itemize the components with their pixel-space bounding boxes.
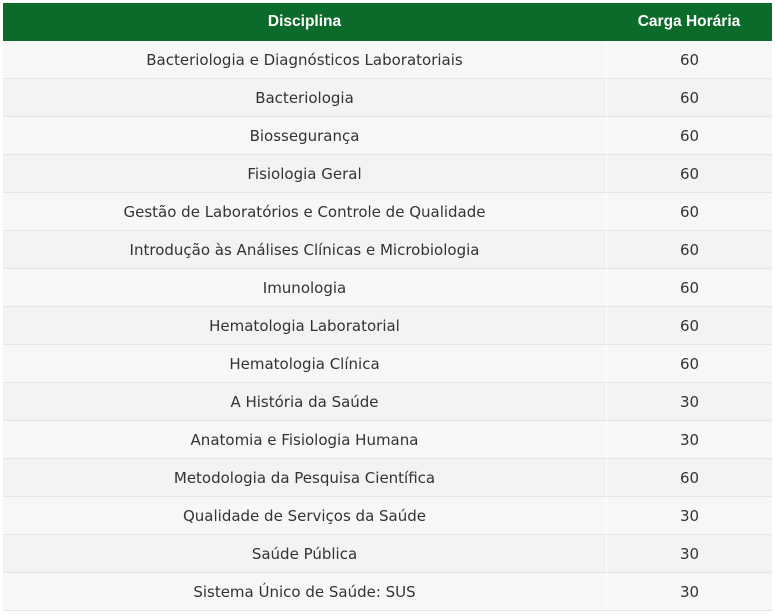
- header-carga-horaria: Carga Horária: [606, 3, 772, 41]
- table-row: [3, 231, 772, 269]
- table-row: [3, 269, 772, 307]
- cell-disciplina: Sistema Único de Saúde: SUS: [3, 573, 606, 611]
- cell-disciplina: Hematologia Clínica: [3, 345, 606, 383]
- cell-disciplina: Gestão de Laboratórios e Controle de Qualidade: [3, 193, 606, 231]
- cell-disciplina: Qualidade de Serviços da Saúde: [3, 497, 606, 535]
- cell-carga-horaria: 60: [606, 193, 772, 231]
- cell-disciplina: Biossegurança: [3, 117, 606, 155]
- cell-disciplina: Anatomia e Fisiologia Humana: [3, 421, 606, 459]
- table-row: [3, 345, 772, 383]
- cell-disciplina: Bacteriologia e Diagnósticos Laboratoriais: [3, 41, 606, 79]
- table-row: [3, 117, 772, 155]
- cell-carga-horaria: 30: [606, 573, 772, 611]
- table-header: [3, 3, 772, 41]
- cell-disciplina: Introdução às Análises Clínicas e Microbiologia: [3, 231, 606, 269]
- cell-carga-horaria: 60: [606, 459, 772, 497]
- table-row: [3, 497, 772, 535]
- cell-carga-horaria: 60: [606, 117, 772, 155]
- cell-disciplina: A História da Saúde: [3, 383, 606, 421]
- cell-carga-horaria: 60: [606, 307, 772, 345]
- cell-carga-horaria: 30: [606, 383, 772, 421]
- cell-disciplina: Fisiologia Geral: [3, 155, 606, 193]
- table-body: [3, 41, 772, 611]
- cell-carga-horaria: 60: [606, 345, 772, 383]
- table-row: [3, 79, 772, 117]
- cell-carga-horaria: 30: [606, 497, 772, 535]
- cell-carga-horaria: 30: [606, 535, 772, 573]
- table-row: [3, 41, 772, 79]
- course-table: [3, 3, 772, 611]
- cell-disciplina: Saúde Pública: [3, 535, 606, 573]
- table-row: [3, 535, 772, 573]
- cell-carga-horaria: 60: [606, 269, 772, 307]
- table-row: [3, 421, 772, 459]
- cell-carga-horaria: 60: [606, 79, 772, 117]
- course-table-container: [3, 3, 772, 611]
- table-row: [3, 307, 772, 345]
- cell-carga-horaria: 60: [606, 155, 772, 193]
- header-row: [3, 3, 772, 41]
- table-row: [3, 193, 772, 231]
- table-row: [3, 155, 772, 193]
- cell-carga-horaria: 60: [606, 231, 772, 269]
- table-row: [3, 459, 772, 497]
- table-row: [3, 383, 772, 421]
- cell-disciplina: Metodologia da Pesquisa Científica: [3, 459, 606, 497]
- cell-carga-horaria: 60: [606, 41, 772, 79]
- header-disciplina: Disciplina: [3, 3, 606, 41]
- cell-carga-horaria: 30: [606, 421, 772, 459]
- table-row: [3, 573, 772, 611]
- cell-disciplina: Imunologia: [3, 269, 606, 307]
- cell-disciplina: Bacteriologia: [3, 79, 606, 117]
- cell-disciplina: Hematologia Laboratorial: [3, 307, 606, 345]
